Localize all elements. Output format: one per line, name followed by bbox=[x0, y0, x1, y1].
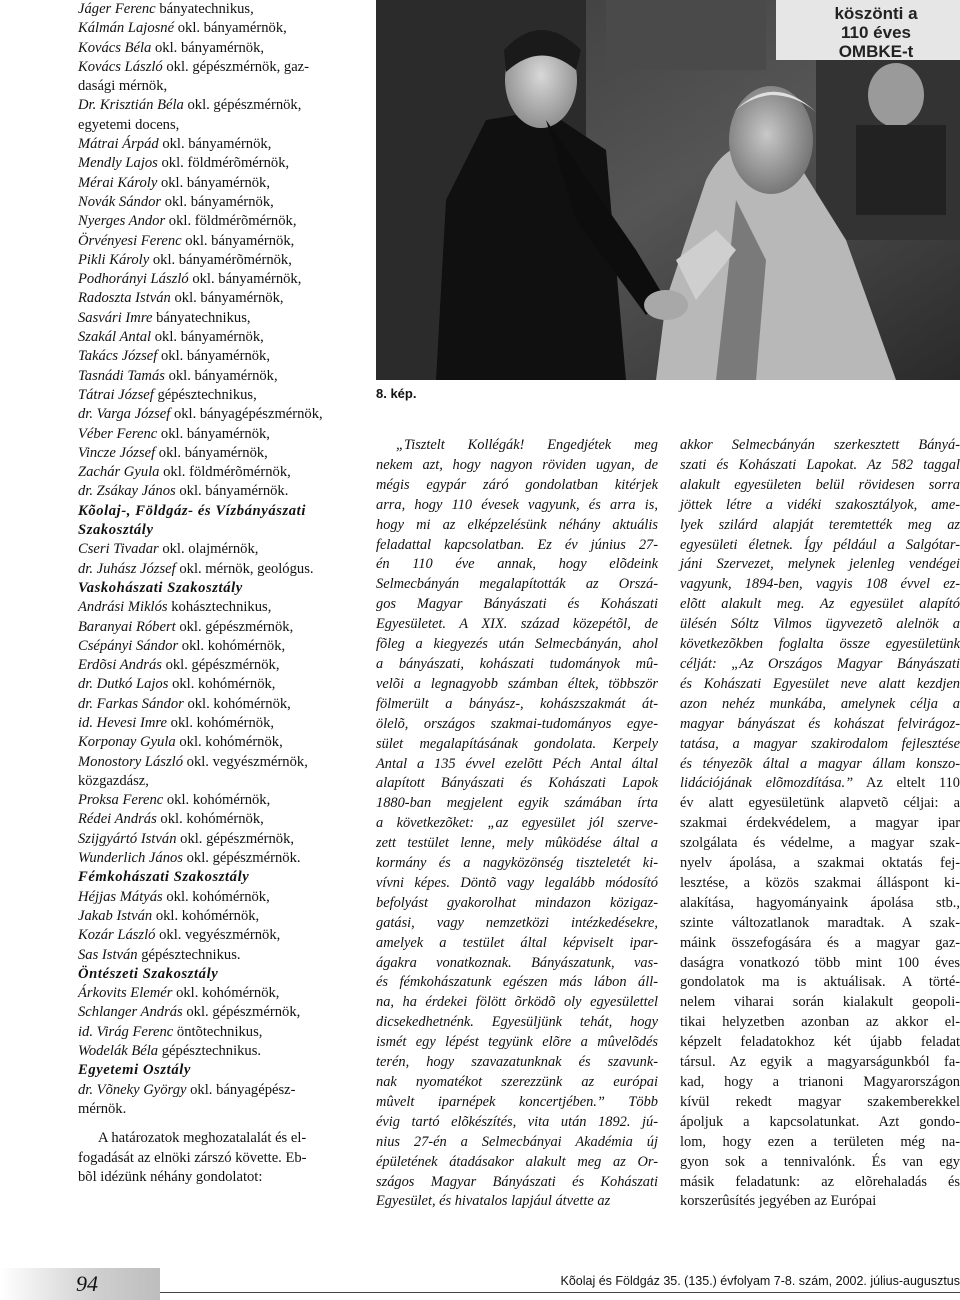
role-text: okl. kohómérnök, bbox=[167, 714, 275, 731]
closing-line: A határozatok meghozatalalát és el- bbox=[98, 1130, 307, 1147]
text-line bbox=[680, 774, 960, 794]
role-text: tikai helyzetben azonban az akkor el- bbox=[680, 1014, 960, 1031]
text-line bbox=[680, 894, 960, 914]
name-text: Kozár László bbox=[78, 927, 156, 944]
role-text: szolgálata és védelme, a magyar szak- bbox=[680, 835, 960, 852]
name-text: lidációjának elõmozdítása.” bbox=[680, 775, 854, 792]
text-line bbox=[680, 993, 960, 1013]
role-text: ápoljuk a kapcsolatunkat. Azt gondo- bbox=[680, 1113, 960, 1130]
name-text: Kovács László bbox=[78, 58, 163, 75]
text-line: kormány és a nagyközönség tiszteletét ki- bbox=[376, 855, 658, 872]
text-line bbox=[78, 1023, 358, 1042]
text-line bbox=[78, 907, 358, 926]
heading-text: Egyetemi Osztály bbox=[78, 1062, 191, 1079]
role-text: kohásztechnikus, bbox=[167, 599, 272, 616]
text-line: nius 27-én a Selmecbányai Akadémia új bbox=[376, 1133, 658, 1150]
name-text: dr. Dutkó Lajos bbox=[78, 676, 169, 693]
text-line: a következõket: „az egyesület jól szerve- bbox=[376, 815, 658, 832]
role-text: okl. bányamérõmérnök, bbox=[149, 251, 292, 268]
role-text: kad, hogy a trianoni Magyarországon bbox=[680, 1074, 960, 1090]
role-text: képzelt feladatokhoz két újabb feladat bbox=[680, 1034, 960, 1051]
role-text: dasági mérnök, bbox=[78, 78, 168, 95]
name-text: dr. Võneky György bbox=[78, 1081, 187, 1098]
name-text: id. Hevesi Imre bbox=[78, 714, 168, 731]
text-line bbox=[78, 810, 358, 829]
role-text: okl. bányamérnök, bbox=[174, 20, 287, 37]
text-line bbox=[680, 755, 960, 775]
text-line bbox=[78, 19, 358, 38]
middle-column bbox=[376, 436, 658, 1212]
photo-banner-line: köszönti a bbox=[834, 4, 918, 23]
text-line: épületének átadásakor alakult meg az Or- bbox=[376, 1153, 658, 1170]
text-line bbox=[680, 914, 960, 934]
text-line: Egyesületet. A XIX. század közepétõl, de bbox=[376, 616, 658, 633]
journal-reference: Kõolaj és Földgáz 35. (135.) évfolyam 7-8. szám, 2002. július-augusztus bbox=[560, 1274, 960, 1288]
text-line bbox=[78, 116, 358, 135]
text-line bbox=[680, 1133, 960, 1153]
role-text: okl. vegyészmérnök, bbox=[155, 927, 281, 944]
text-line bbox=[78, 926, 358, 945]
text-line bbox=[680, 555, 960, 575]
name-text: Tasnádi Tamás bbox=[78, 367, 165, 384]
name-text: Schlanger András bbox=[78, 1004, 183, 1021]
text-line bbox=[78, 1100, 358, 1119]
name-text: Dr. Krisztián Béla bbox=[78, 97, 184, 114]
text-line: nak nyomatékot szerezzünk az európai bbox=[376, 1074, 658, 1090]
text-line bbox=[680, 695, 960, 715]
name-text: Örvényesi Ferenc bbox=[78, 232, 182, 249]
role-text: okl. kohómérnök, bbox=[178, 637, 286, 654]
name-text: dr. Juhász József bbox=[78, 560, 176, 577]
role-text: okl. mérnök, geológus. bbox=[175, 560, 314, 577]
role-text: okl. kohómérnök, bbox=[172, 985, 280, 1002]
text-line: na, ha érdekei fölött õrködõ oly egyesülettel bbox=[376, 994, 658, 1011]
text-line bbox=[680, 675, 960, 695]
role-text: kívül rekedt magyar szakemberekkel bbox=[680, 1093, 960, 1110]
text-line bbox=[78, 675, 358, 694]
text-line bbox=[78, 1042, 358, 1061]
role-text: gyon sok a tennivalónk. És van egy bbox=[680, 1153, 960, 1170]
right-column bbox=[680, 436, 960, 1212]
text-line bbox=[78, 96, 358, 115]
role-text: okl. bányamérnök, bbox=[157, 174, 270, 191]
left-column bbox=[78, 0, 358, 1187]
heading-text: Öntészeti Szakosztály bbox=[78, 965, 219, 982]
role-text: okl. kohómérnök, bbox=[156, 811, 264, 828]
text-line: és fémkohászatunk egészen más lábon áll- bbox=[376, 974, 658, 991]
text-line: 1880-ban megjelent egyik számában írta bbox=[376, 795, 658, 812]
name-text: Csépányi Sándor bbox=[78, 637, 179, 654]
name-text: jáni Szervezet, melynek jelenleg vendégei bbox=[680, 556, 960, 573]
name-text: Monostory László bbox=[78, 753, 184, 770]
name-text: Rédei András bbox=[78, 811, 157, 828]
text-line bbox=[680, 1192, 960, 1212]
name-text: Korponay Gyula bbox=[78, 734, 176, 751]
role-text: nyelv ápolása, a szakmai oktatás fej- bbox=[680, 855, 960, 872]
name-text: vagyunk, 1894-ben, vagyis 108 évvel ez- bbox=[680, 576, 960, 593]
role-text: okl. bányamérnök. bbox=[175, 483, 289, 500]
role-text: okl. bányamérnök, bbox=[188, 271, 302, 288]
text-line bbox=[680, 1153, 960, 1173]
role-text: okl. kohómérnök, bbox=[162, 888, 270, 905]
text-line bbox=[78, 618, 358, 637]
text-line bbox=[78, 946, 358, 965]
name-text: magyar bányászat és kohászat felvirágoz- bbox=[680, 715, 960, 732]
section-heading bbox=[78, 868, 358, 887]
text-line bbox=[78, 444, 358, 463]
name-text: elõtt alakult meg. Az egyesület alapító bbox=[680, 596, 960, 613]
name-text: Andrási Miklós bbox=[78, 599, 168, 616]
text-line bbox=[78, 193, 358, 212]
photo-banner-line: 110 éves bbox=[841, 23, 911, 42]
role-text: szakmai érdekvédelem, a magyar ipar bbox=[680, 815, 960, 832]
name-text: Sas István bbox=[78, 946, 138, 963]
text-line bbox=[680, 476, 960, 496]
text-line: Egyesület, és hivatalos lapjául átvette az bbox=[376, 1193, 611, 1210]
text-line bbox=[78, 135, 358, 154]
role-text: okl. bányamérnök, bbox=[164, 367, 278, 384]
role-text: okl. bányamérnök, bbox=[181, 232, 295, 249]
text-line bbox=[680, 575, 960, 595]
text-line: hogy mi az elképzelésünk néhány aktuális bbox=[376, 516, 658, 533]
text-line bbox=[78, 347, 358, 366]
name-text: Wunderlich János bbox=[78, 850, 183, 867]
name-text: Szakál Antal bbox=[78, 329, 152, 346]
role-text: okl. bányamérnök, bbox=[161, 193, 274, 210]
role-text: okl. kohómérnök, bbox=[163, 792, 271, 809]
name-text: dr. Varga József bbox=[78, 406, 171, 423]
text-line bbox=[680, 516, 960, 536]
name-text: Zachár Gyula bbox=[78, 464, 160, 481]
text-line: fõleg a kiegyezés után Selmecbányán, ahol bbox=[376, 636, 658, 653]
text-line bbox=[680, 834, 960, 854]
name-text: akkor Selmecbányán szerkesztett Bányá- bbox=[680, 437, 960, 453]
photo-banner bbox=[796, 4, 956, 61]
role-text: okl. vegyészmérnök, bbox=[183, 753, 308, 770]
name-text: id. Virág Ferenc bbox=[78, 1023, 174, 1040]
role-text: okl. gépészmérnök, bbox=[182, 1004, 301, 1021]
name-text: azon nehéz munkába, amelynek célja a bbox=[680, 695, 960, 712]
role-text: közgazdász, bbox=[78, 772, 149, 789]
text-line bbox=[78, 251, 358, 270]
role-text: okl. kohómérnök, bbox=[152, 907, 260, 924]
text-line: feladattal kapcsolatban. Ez év június 27- bbox=[376, 536, 658, 553]
text-line bbox=[78, 656, 358, 675]
name-text: ülésén Sóltz Vilmos ügyvezetõ alelnök a bbox=[680, 616, 960, 633]
text-line bbox=[78, 77, 358, 96]
name-text: Szijgyártó István bbox=[78, 830, 177, 847]
text-line bbox=[680, 536, 960, 556]
role-text: gépésztechnikus. bbox=[158, 1043, 262, 1060]
text-line bbox=[78, 482, 358, 501]
role-text: gondolatok ma is aktuálisak. A törté- bbox=[680, 974, 960, 991]
name-text: következõkben foglalta össze egyesületünk bbox=[680, 636, 960, 653]
name-text: egyesületi életnek. Így például a Salgótar- bbox=[680, 536, 960, 553]
text-line bbox=[680, 436, 960, 456]
text-line bbox=[78, 772, 358, 791]
name-text: Jakab István bbox=[78, 907, 153, 924]
name-text: Wodelák Béla bbox=[78, 1043, 159, 1060]
text-line bbox=[680, 854, 960, 874]
name-text: Podhorányi László bbox=[78, 271, 189, 288]
text-line: arra, hogy 110 évesek vagyunk, és arra is, bbox=[376, 496, 658, 513]
text-line: vívni képes. Döntõ vagy legalább módosító bbox=[376, 874, 658, 891]
text-line: mégis egypár záró gondolatban kitérjek bbox=[376, 476, 658, 493]
text-line bbox=[680, 595, 960, 615]
text-line: amelyek a testület által képviselt ipar- bbox=[376, 934, 658, 951]
role-text: okl. bányamérnök, bbox=[157, 425, 270, 442]
text-line bbox=[680, 1173, 960, 1193]
role-text: okl. kohómérnök, bbox=[168, 676, 276, 693]
role-text: okl. földmérõmérnök, bbox=[165, 213, 297, 230]
text-line: a bányászati, kohászati tudományok mû- bbox=[376, 655, 658, 672]
role-text: nelem viharai során kialakult geopoli- bbox=[680, 994, 960, 1011]
role-text: okl. gépészmérnök, gaz- bbox=[162, 58, 310, 75]
name-text: és tényezõk által a magyar állam konszo- bbox=[680, 755, 960, 772]
text-line bbox=[680, 615, 960, 635]
role-text: gépésztechnikus, bbox=[153, 386, 257, 403]
text-line bbox=[78, 154, 358, 173]
text-line bbox=[78, 174, 358, 193]
text-line: mûvelt iparnépek koncertjében.” Több bbox=[376, 1093, 658, 1110]
name-text: dr. Zsákay János bbox=[78, 483, 176, 500]
role-text: okl. olajmérnök, bbox=[158, 541, 259, 558]
text-line bbox=[78, 695, 358, 714]
text-line: ölelõ, országos szakmai-tudományos egye- bbox=[376, 715, 658, 732]
text-line: ismét egy lépést tegyünk elõre a mûvelõdés bbox=[376, 1034, 658, 1051]
role-text: okl. gépészmérnök, bbox=[175, 618, 294, 635]
text-line bbox=[78, 309, 358, 328]
text-line bbox=[78, 598, 358, 617]
role-text: lesztése, a közös szakmai álláspont ki- bbox=[680, 874, 960, 891]
text-line bbox=[680, 794, 960, 814]
name-text: Vincze József bbox=[78, 444, 156, 461]
text-line bbox=[78, 39, 358, 58]
text-line bbox=[680, 1073, 960, 1093]
text-line bbox=[680, 496, 960, 516]
text-line bbox=[78, 405, 358, 424]
role-text: mérnök. bbox=[78, 1100, 127, 1117]
text-line bbox=[680, 934, 960, 954]
name-text: Novák Sándor bbox=[78, 193, 162, 210]
text-line: Antal a 135 évvel ezelõtt Péch Antal által bbox=[376, 755, 658, 772]
role-text: egyetemi docens, bbox=[78, 116, 180, 133]
text-line: alapított Bányászati és Kohászati Lapok bbox=[376, 775, 658, 792]
text-line bbox=[680, 973, 960, 993]
text-line bbox=[78, 714, 358, 733]
text-line: nekem azt, hogy nagyon röviden ugyan, de bbox=[376, 456, 658, 473]
text-line bbox=[78, 232, 358, 251]
text-line: évig tartó elõkészítés, vita után 1892. jú- bbox=[376, 1113, 658, 1130]
closing-line: bõl idézünk néhány gondolatot: bbox=[78, 1168, 263, 1185]
text-line bbox=[680, 735, 960, 755]
role-text: okl. bányamérnök, bbox=[151, 329, 264, 346]
photo-caption: 8. kép. bbox=[376, 386, 417, 401]
text-line bbox=[78, 0, 358, 19]
name-text: Radoszta István bbox=[78, 290, 171, 307]
text-line bbox=[78, 637, 358, 656]
role-text: másik feladatunk: az elõrehaladás és bbox=[680, 1173, 960, 1190]
section-heading bbox=[78, 965, 358, 984]
text-line bbox=[680, 456, 960, 476]
text-line bbox=[78, 212, 358, 231]
name-text: Tátrai József bbox=[78, 386, 154, 403]
text-line: én 110 éve annak, hogy elõdeink bbox=[376, 556, 658, 573]
name-text: célját: „Az Országos Magyar Bányászati bbox=[680, 655, 960, 672]
heading-text: Kõolaj-, Földgáz- és Vízbányászati bbox=[78, 502, 306, 519]
text-line bbox=[680, 954, 960, 974]
text-line bbox=[78, 733, 358, 752]
text-line bbox=[78, 560, 358, 579]
role-text: okl. kohómérnök, bbox=[175, 734, 283, 751]
heading-text: Fémkohászati Szakosztály bbox=[78, 869, 250, 886]
text-line bbox=[680, 1053, 960, 1073]
text-line bbox=[680, 715, 960, 735]
text-line bbox=[78, 1003, 358, 1022]
name-text: lyek szilárd alapját teremtették meg az bbox=[680, 516, 960, 533]
text-line: dicsekedhetnénk. Egyesüljünk tehát, hogy bbox=[376, 1014, 658, 1031]
text-line: „Tisztelt Kollégák! Engedjétek meg bbox=[396, 437, 658, 453]
name-text: Erdõsi András bbox=[78, 657, 162, 674]
role-text: okl. kohómérnök, bbox=[183, 695, 291, 712]
text-line bbox=[78, 328, 358, 347]
name-text: Proksa Ferenc bbox=[78, 792, 164, 809]
name-text: Kovács Béla bbox=[78, 39, 152, 56]
role-text: okl. földmérõmérnök, bbox=[159, 464, 291, 481]
name-text: Véber Ferenc bbox=[78, 425, 158, 442]
name-text: szati és Kohászati Lapokat. Az 582 taggal bbox=[680, 456, 960, 473]
text-line: terén, hogy szavazatunknak és szavunk- bbox=[376, 1054, 658, 1071]
name-text: és Kohászati Egyesület neve alatt kezdjen bbox=[680, 675, 960, 692]
name-text: Nyerges Andor bbox=[78, 213, 166, 230]
name-text: Mendly Lajos bbox=[78, 155, 158, 172]
text-line bbox=[680, 655, 960, 675]
text-line bbox=[78, 58, 358, 77]
text-line bbox=[680, 874, 960, 894]
text-line: szágos Magyar Bányászati és Kohászati bbox=[376, 1173, 658, 1190]
role-text: máink összefogására és a magyar gaz- bbox=[680, 934, 960, 951]
role-text: okl. bányamérnök, bbox=[155, 444, 268, 461]
role-text: öntõtechnikus, bbox=[173, 1023, 263, 1040]
text-line bbox=[78, 367, 358, 386]
role-text: okl. bányagépész- bbox=[186, 1081, 296, 1098]
text-line bbox=[680, 1093, 960, 1113]
role-text: alakítása, hagyományaink ápolása stb., bbox=[680, 894, 960, 911]
text-line bbox=[78, 425, 358, 444]
closing-line: fogadását az elnöki zárszó követte. Eb- bbox=[78, 1149, 307, 1166]
role-text: okl. bányamérnök, bbox=[158, 136, 272, 153]
role-text: Az eltelt 110 bbox=[853, 775, 960, 792]
name-text: Takács József bbox=[78, 348, 158, 365]
text-line bbox=[78, 289, 358, 308]
name-text: Árkovits Elemér bbox=[78, 985, 173, 1002]
name-text: tatása, a magyar szakirodalom fejlesztése bbox=[680, 735, 960, 752]
section-heading bbox=[78, 521, 358, 540]
text-line bbox=[78, 463, 358, 482]
text-line bbox=[78, 888, 358, 907]
role-text: okl. gépészmérnök, bbox=[183, 97, 302, 114]
role-text: korszerûsítés jegyében az Európai bbox=[680, 1193, 877, 1210]
role-text: társul. Az egyik a magyarságunkból fa- bbox=[680, 1054, 960, 1071]
text-line bbox=[78, 984, 358, 1003]
role-text: okl. gépészmérnök. bbox=[182, 850, 301, 867]
name-text: Kálmán Lajosné bbox=[78, 20, 175, 37]
text-line bbox=[78, 1081, 358, 1100]
text-line: sület megalapításának gondolata. Kerpely bbox=[376, 735, 658, 752]
closing-paragraph bbox=[78, 1129, 358, 1187]
role-text: okl. bányamérnök, bbox=[151, 39, 265, 56]
text-line bbox=[680, 635, 960, 655]
role-text: okl. földmérõmérnök, bbox=[157, 155, 290, 172]
text-line: gos Magyar Bányászati és Kohászati bbox=[376, 596, 658, 613]
text-line bbox=[78, 753, 358, 772]
name-text: Héjjas Mátyás bbox=[78, 888, 163, 905]
name-text: alakult egyesületen belül rövidesen sorra bbox=[680, 476, 960, 493]
text-line bbox=[680, 1013, 960, 1033]
role-text: bányatechnikus, bbox=[155, 1, 254, 17]
role-text: okl. gépészmérnök, bbox=[176, 830, 295, 847]
name-text: Pikli Károly bbox=[78, 251, 150, 268]
text-line bbox=[78, 830, 358, 849]
name-text: Cseri Tivadar bbox=[78, 541, 159, 558]
photo-banner-line: OMBKE-t bbox=[838, 42, 914, 61]
text-line bbox=[78, 791, 358, 810]
text-line: zett testület lenne, mely mûködése által a bbox=[376, 835, 658, 852]
section-heading bbox=[78, 579, 358, 598]
text-line bbox=[78, 849, 358, 868]
name-text: Mátrai Árpád bbox=[78, 136, 159, 153]
role-text: okl. bányamérnök, bbox=[170, 290, 284, 307]
name-text: Baranyai Róbert bbox=[78, 618, 176, 635]
name-text: dr. Farkas Sándor bbox=[78, 695, 184, 712]
name-text: Jáger Ferenc bbox=[78, 1, 156, 17]
role-text: lom, hogy ezen a területen még na- bbox=[680, 1133, 960, 1150]
role-text: okl. gépészmérnök, bbox=[161, 657, 280, 674]
name-text: Mérai Károly bbox=[78, 174, 158, 191]
role-text: bányatechnikus, bbox=[152, 309, 251, 326]
role-text: szinte változatlanok maradtak. A szak- bbox=[680, 914, 960, 931]
member-list bbox=[78, 0, 358, 1119]
text-line bbox=[680, 814, 960, 834]
text-line: fölmerült a bányász-, kohászszakmát át- bbox=[376, 695, 658, 712]
heading-text: Vaskohászati Szakosztály bbox=[78, 579, 243, 596]
text-line: ágakra vonatkoznak. Bányászatunk, vas- bbox=[376, 954, 658, 971]
role-text: okl. bányamérnök, bbox=[157, 348, 270, 365]
heading-text: Szakosztály bbox=[78, 522, 154, 539]
text-line bbox=[78, 270, 358, 289]
text-line: befolyást gyakorolhat mindazon közigaz- bbox=[376, 894, 658, 911]
section-heading bbox=[78, 502, 358, 521]
text-line: gatási, vagy nemzetközi intézkedésekre, bbox=[376, 914, 658, 931]
role-text: év alatt egyesületünk alapvetõ céljai: a bbox=[680, 795, 960, 812]
text-line bbox=[78, 540, 358, 559]
name-text: jöttek létre a vidéki szakosztályok, ame- bbox=[680, 496, 960, 513]
text-line bbox=[680, 1033, 960, 1053]
page-number: 94 bbox=[76, 1271, 98, 1296]
role-text: gépésztechnikus. bbox=[137, 946, 241, 963]
photo-handshake bbox=[376, 0, 960, 380]
footer-rule bbox=[160, 1292, 960, 1293]
section-heading bbox=[78, 1061, 358, 1080]
text-line: Selmecbányán megalapították az Orszá- bbox=[376, 576, 658, 593]
text-line bbox=[680, 1113, 960, 1133]
name-text: Sasvári Imre bbox=[78, 309, 153, 326]
role-text: daságra vonatkozó több mint 100 éves bbox=[680, 954, 960, 971]
role-text: okl. bányagépészmérnök, bbox=[170, 406, 323, 423]
text-line bbox=[78, 386, 358, 405]
text-line: velõi a legnagyobb számban éltek, többször bbox=[376, 675, 658, 692]
